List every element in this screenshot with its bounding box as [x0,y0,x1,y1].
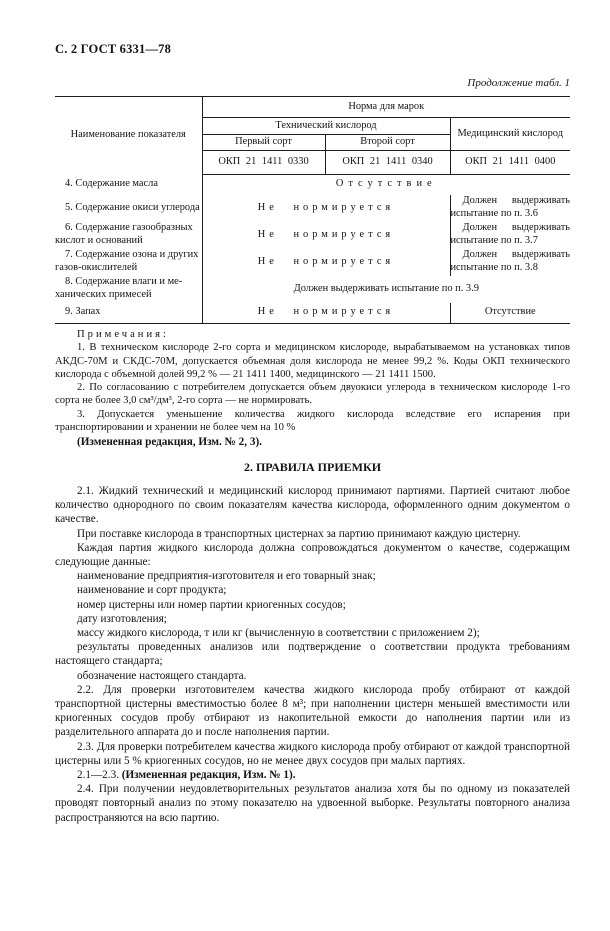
okp-code-grade1: ОКП 21 1411 0330 [202,151,325,175]
indicator-value-tech: Не нормируется [202,303,450,324]
indicator-value-med: Должен выдерживать испытание по п. 3.6 [450,195,570,219]
col-header-norm: Норма для марок [202,97,570,118]
section-body [55,484,570,825]
indicator-name: 9. Запах [55,303,202,324]
indicator-value-all: Должен выдерживать испытание по п. 3.9 [293,282,479,294]
table-row [55,303,570,324]
col-header-medical: Медицинский кислород [450,118,570,151]
indicator-value-med: Должен выдерживать испытание по п. 3.8 [450,249,570,273]
indicator-value-med: Отсутствие [484,306,536,318]
note-item: 1. В техническом кислороде 2-го сорта и медицинском кислороде, вырабатываемом на установках типов АКДС-70М и СКДС-70М, допускается объемная доля кислорода не менее 99,2 %. Коды ОКП технического кислорода с объемной долей 99,2 % — 21 1411 1400, медицинского — 21 1411 1500. [55,342,570,380]
doc-list-item: результаты проведенных анализов или подтверждение о соответствии продукта требованиям настоящего стандарта; [55,641,570,668]
table-row [55,249,570,276]
table-row [55,195,570,222]
paragraph-2-1-document: Каждая партия жидкого кислорода должна сопровождаться документом о качестве, содержащим следующие данные: [55,541,570,569]
okp-code-medical: ОКП 21 1411 0400 [450,151,570,175]
paragraph-2-1-supply: При поставке кислорода в транспортных цистернах за партию принимают каждую цистерну. [77,527,521,540]
notes-block [55,328,570,434]
table-row [55,276,570,303]
section-title: 2. ПРАВИЛА ПРИЕМКИ [243,460,382,474]
notes-title-text: Примечания: [77,329,169,340]
amendment-range: 2.1—2.3. [77,769,122,782]
indicator-value-all: Отсутствие [335,178,437,190]
col-header-indicator: Наименование показателя [55,97,202,175]
indicator-name: 5. Содержание окиси углерода [55,195,202,222]
table-row [55,222,570,249]
doc-list-item: дату изготовления; [77,612,167,625]
col-header-technical: Технический кислород [202,118,450,135]
note-item: 2. По согласованию с потребителем допускается объем двуокиси углерода в техническом кислороде 1-го сорта не более 3,0 см³/дм³, 2-го сорта — не нормировать. [55,382,570,407]
indicator-name: 4. Содержание масла [55,175,202,195]
indicator-name: 6. Содержание газообразных кислот и оснований [55,222,202,249]
indicator-value-tech: Не нормируется [202,222,450,249]
paragraph-2-4: 2.4. При получении неудовлетворительных результатов анализа хотя бы по одному из показателей проводят повторный анализ по этому показателю на удвоенной выборке. Результаты повторного анализа распространяются на всю партию. [55,783,570,824]
notes-title [55,328,570,341]
note-item: 3. Допускается уменьшение количества жидкого кислорода вследствие его испарения при транспортировании и хранении не более чем на 10 % [55,408,570,434]
indicator-value-med: Должен выдерживать испытание по п. 3.7 [450,222,570,246]
indicator-name: 8. Содержание влаги и механических примесей [55,276,202,303]
amendment-note: (Измененная редакция, Изм. № 2, 3). [77,436,262,448]
paragraph-2-1-2-3-amendment [55,768,570,782]
amendment-bold-text: (Измененная редакция, Изм. № 1). [121,769,296,782]
doc-list-item: номер цистерны или номер партии криогенных сосудов; [77,598,346,611]
indicator-value-tech: Не нормируется [202,195,450,222]
col-header-grade2: Второй сорт [325,135,450,151]
col-header-grade1: Первый сорт [202,135,325,151]
table-caption: Продолжение табл. 1 [467,77,570,89]
header-row-norm [55,97,570,118]
indicator-name: 7. Содержание озона и других газов-окислителей [55,249,202,276]
doc-list-item: обозначение настоящего стандарта. [77,669,247,682]
paragraph-2-3: 2.3. Для проверки потребителем качества жидкого кислорода пробу отбирают от каждой транспортной цистерны или 5 % криогенных сосудов, но не менее двух сосудов при малых партиях. [55,740,570,767]
okp-code-grade2: ОКП 21 1411 0340 [325,151,450,175]
page-header: С. 2 ГОСТ 6331—78 [55,42,172,56]
paragraph-2-1: 2.1. Жидкий технический и медицинский кислород принимают партиями. Партией считают любое количество однородного по своим показателям качества кислорода, оформленного одним документом о качестве. [55,485,570,526]
indicator-value-tech: Не нормируется [202,249,450,276]
paragraph-2-2: 2.2. Для проверки изготовителем качества жидкого кислорода пробу отбирают от каждой транспортной цистерны вместимостью более 8 м³; при наполнении цистерн меньшей вместимости или криогенных сосудов пробу отбирают из накопительной емкости до наполнения партии или из разделительного аппарата до и после наполнения партии. [55,683,570,739]
table-row [55,175,570,195]
doc-list-item: наименование и сорт продукта; [77,584,227,597]
spec-table [55,96,570,324]
doc-list-item: массу жидкого кислорода, т или кг (вычисленную в соответствии с приложением 2); [77,627,480,640]
doc-list-item: наименование предприятия-изготовителя и его товарный знак; [77,570,376,583]
